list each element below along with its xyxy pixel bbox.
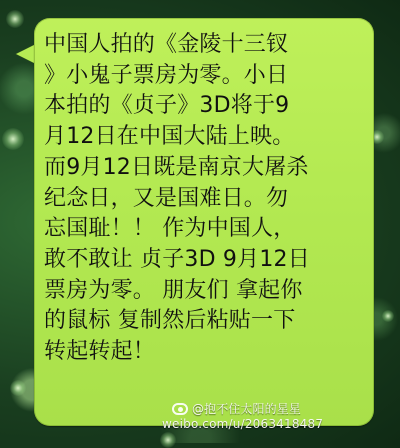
bubble-tail — [16, 44, 36, 64]
weibo-icon — [172, 403, 188, 415]
watermark-handle: @抱不住太阳的星星 — [192, 402, 301, 416]
watermark-url: weibo.com/u/2063418487 — [162, 417, 324, 431]
weibo-watermark — [162, 403, 392, 433]
message-text: 中国人拍的《金陵十三钗 》小鬼子票房为零。小日 本拍的《贞子》3D将于9 月12日在中国大陆上映。 而9月12日既是南京大屠杀 纪念日，又是国难日。勿 忘国耻！！ 作为中国人， 敢不敢让 贞子3D 9月12日 票房为零。 朋友们 拿起你 的鼠标 复制然后粘贴一下 转起转起！ — [44, 32, 310, 365]
